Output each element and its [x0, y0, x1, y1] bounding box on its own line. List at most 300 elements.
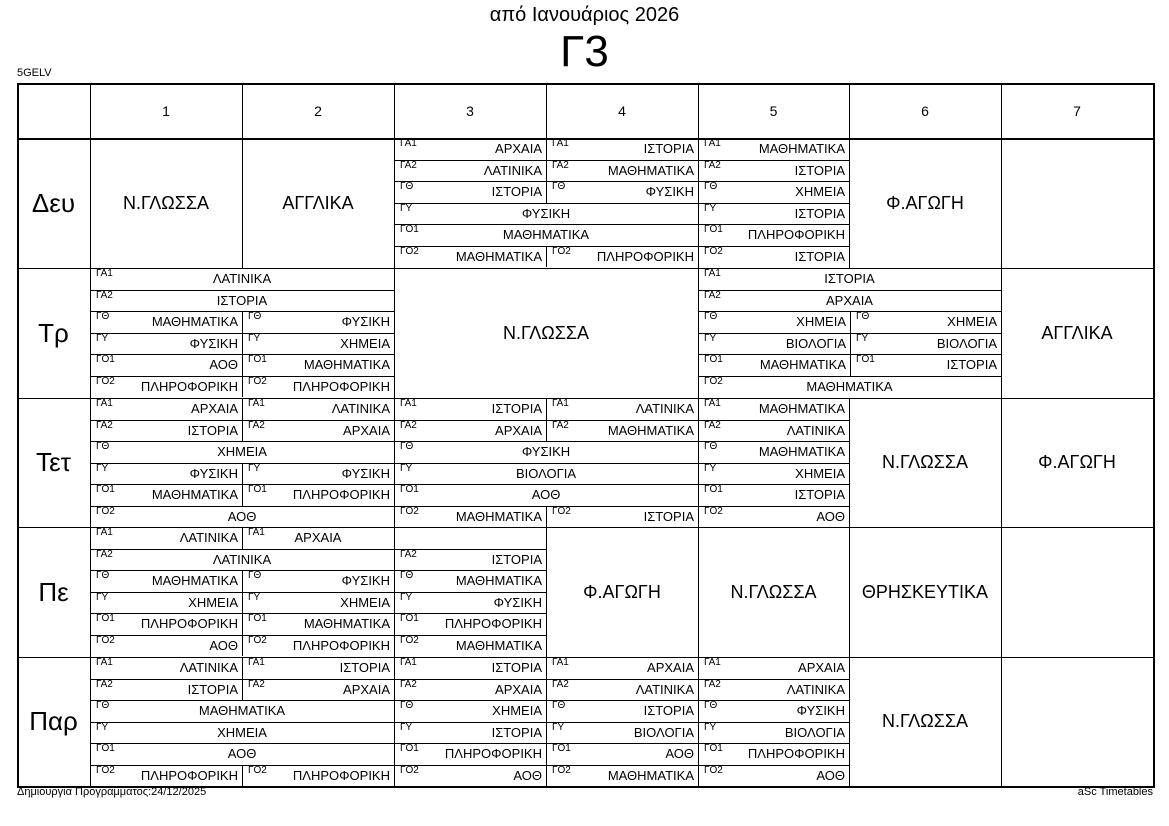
group-slot — [698, 722, 849, 743]
group-slot — [546, 506, 698, 527]
group-code: ΓΟ2 — [96, 506, 115, 517]
grid-line — [1153, 268, 1154, 398]
group-slot — [850, 311, 1001, 333]
group-code: ΓΟ1 — [400, 613, 419, 624]
group-code: ΓΟ1 — [400, 484, 419, 495]
subject-name: ΙΣΤΟΡΙΑ — [643, 703, 694, 718]
subject-name: ΑΟΘ — [816, 509, 845, 524]
group-code: ΓΟ1 — [248, 613, 267, 624]
subject-name: ΑΡΧΑΙΑ — [294, 530, 342, 545]
group-slot — [242, 484, 394, 506]
group-slot — [90, 570, 242, 592]
subject-name: ΧΗΜΕΙΑ — [188, 595, 238, 610]
subject-name: ΠΛΗΡΟΦΟΡΙΚΗ — [292, 638, 390, 653]
group-slot — [850, 333, 1001, 354]
day-label: Παρ — [29, 706, 78, 736]
group-code: ΓΑ2 — [704, 679, 721, 690]
subject-name: ΙΣΤΟΡΙΑ — [794, 487, 845, 502]
subject-name: ΜΑΘΗΜΑΤΙΚΑ — [303, 357, 390, 372]
group-code: ΓΑ2 — [400, 679, 417, 690]
subject-name: ΠΛΗΡΟΦΟΡΙΚΗ — [596, 249, 694, 264]
subject-name: ΛΑΤΙΝΙΚΑ — [179, 660, 238, 675]
group-code: ΓΟ1 — [704, 354, 723, 365]
group-code: ΓΑ1 — [704, 268, 721, 279]
group-code: ΓΥ — [248, 333, 261, 344]
group-code: ΓΟ2 — [248, 765, 267, 776]
grid-line — [1153, 657, 1154, 786]
grid-line — [1153, 527, 1154, 657]
group-slot — [546, 246, 698, 267]
subject-name: ΙΣΤΟΡΙΑ — [491, 184, 542, 199]
group-code: ΓΘ — [552, 181, 566, 192]
group-slot — [394, 679, 546, 700]
group-code: ΓΟ2 — [400, 246, 419, 257]
subject-name: ΠΛΗΡΟΦΟΡΙΚΗ — [747, 746, 845, 761]
subject-name: ΑΡΧΑΙΑ — [826, 293, 873, 308]
group-slot — [394, 700, 546, 722]
group-slot — [242, 333, 394, 354]
group-slot — [90, 484, 242, 506]
group-code: ΓΘ — [96, 570, 110, 581]
subject-name: ΑΟΘ — [227, 746, 257, 761]
group-slot — [394, 398, 546, 420]
subject-name: ΑΡΧΑΙΑ — [647, 660, 694, 675]
period-header-2: 2 — [314, 102, 322, 119]
subject-name: ΧΗΜΕΙΑ — [795, 184, 845, 199]
subject-name: ΜΑΘΗΜΑΤΙΚΑ — [758, 444, 845, 459]
group-code: ΓΥ — [400, 463, 413, 474]
group-code: ΓΥ — [552, 722, 565, 733]
group-code: ΓΑ2 — [400, 160, 417, 171]
group-slot — [394, 224, 698, 246]
subject-name: ΠΛΗΡΟΦΟΡΙΚΗ — [140, 616, 238, 631]
subject-name: ΜΑΘΗΜΑΤΙΚΑ — [455, 638, 542, 653]
group-code: ΓΟ1 — [856, 354, 875, 365]
group-slot — [394, 549, 546, 570]
subject-name: ΑΟΘ — [531, 487, 561, 502]
group-code: ΓΑ2 — [704, 290, 721, 301]
group-slot — [394, 420, 546, 441]
subject-name: ΦΥΣΙΚΗ — [189, 336, 238, 351]
subject-name: ΜΑΘΗΜΑΤΙΚΑ — [607, 768, 694, 783]
group-slot — [698, 290, 1001, 311]
period-header-4: 4 — [618, 102, 626, 119]
subject-name: ΛΑΤΙΝΙΚΑ — [483, 163, 542, 178]
group-slot — [90, 506, 394, 527]
group-slot — [394, 441, 698, 463]
group-code: ΓΟ1 — [96, 354, 115, 365]
group-slot — [698, 376, 1001, 397]
group-slot — [90, 743, 394, 765]
group-code: ΓΘ — [400, 441, 414, 452]
group-slot — [546, 722, 698, 743]
group-code: ΓΑ2 — [400, 549, 417, 560]
lesson-cell — [1001, 138, 1153, 268]
group-code: ΓΘ — [704, 441, 718, 452]
group-code: ΓΘ — [96, 311, 110, 322]
subject-name: ΑΡΧΑΙΑ — [798, 660, 845, 675]
group-code: ΓΟ1 — [96, 743, 115, 754]
group-slot — [698, 657, 849, 679]
subject-name: ΑΡΧΑΙΑ — [495, 682, 542, 697]
subject-name: ΛΑΤΙΝΙΚΑ — [635, 682, 694, 697]
group-code: ΓΟ2 — [552, 246, 571, 257]
group-slot — [394, 181, 546, 203]
group-slot — [242, 679, 394, 700]
page-title: Γ3 — [560, 27, 609, 76]
group-slot — [698, 463, 849, 484]
group-code: ΓΟ2 — [248, 635, 267, 646]
group-slot — [698, 224, 849, 246]
subject-name: ΑΟΘ — [227, 509, 257, 524]
subject-name: ΒΙΟΛΟΓΙΑ — [633, 725, 694, 740]
group-slot — [90, 463, 242, 484]
group-slot — [394, 765, 546, 786]
group-slot — [394, 203, 698, 224]
group-slot — [242, 420, 394, 441]
group-code: ΓΑ2 — [96, 290, 113, 301]
group-code: ΓΥ — [248, 463, 261, 474]
subject-name: ΒΙΟΛΟΓΙΑ — [784, 725, 845, 740]
group-slot — [698, 181, 849, 203]
subject-name: ΦΥΣΙΚΗ — [645, 184, 694, 199]
group-code: ΓΑ1 — [400, 398, 417, 409]
group-slot — [90, 290, 394, 311]
group-code: ΓΥ — [96, 592, 109, 603]
subject-name: ΜΑΘΗΜΑΤΙΚΑ — [303, 616, 390, 631]
subject-name: ΦΥΣΙΚΗ — [341, 466, 390, 481]
group-slot — [394, 613, 546, 635]
group-slot — [394, 484, 698, 506]
group-slot — [546, 398, 698, 420]
subject-name: ΙΣΤΟΡΙΑ — [794, 249, 845, 264]
subject-name: ΙΣΤΟΡΙΑ — [339, 660, 390, 675]
lesson-cell: Ν.ΓΛΩΣΣΑ — [730, 581, 817, 602]
lesson-cell: Φ.ΑΓΩΓΗ — [886, 192, 964, 213]
group-slot — [242, 613, 394, 635]
group-code: ΓΟ2 — [400, 635, 419, 646]
group-code: ΓΑ2 — [400, 420, 417, 431]
group-slot — [546, 657, 698, 679]
group-code: ΓΘ — [552, 700, 566, 711]
group-slot — [90, 376, 242, 397]
group-slot — [698, 506, 849, 527]
subject-name: ΒΙΟΛΟΓΙΑ — [515, 466, 577, 481]
subject-name: ΙΣΤΟΡΙΑ — [491, 552, 542, 567]
subject-name: ΧΗΜΕΙΑ — [795, 466, 845, 481]
group-slot — [546, 160, 698, 181]
school-code: 5GELV — [17, 67, 52, 79]
footer-created-date: Δημιουργία Προγράμματος:24/12/2025 — [17, 786, 207, 798]
group-code: ΓΘ — [704, 311, 718, 322]
lesson-cell: Ν.ΓΛΩΣΣΑ — [881, 711, 968, 731]
group-code: ΓΘ — [248, 311, 262, 322]
group-slot — [698, 743, 849, 765]
subject-name: ΑΟΘ — [816, 768, 845, 783]
group-code: ΓΑ2 — [552, 160, 569, 171]
group-code: ΓΟ1 — [248, 354, 267, 365]
group-code: ΓΟ1 — [704, 484, 723, 495]
group-code: ΓΑ1 — [552, 657, 569, 668]
subject-name: ΙΣΤΟΡΙΑ — [794, 163, 845, 178]
period-header-1: 1 — [162, 102, 170, 119]
group-code: ΓΘ — [400, 700, 414, 711]
group-slot — [90, 657, 242, 679]
subject-name: ΛΑΤΙΝΙΚΑ — [179, 530, 238, 545]
group-slot — [242, 765, 394, 786]
group-code: ΓΑ2 — [704, 160, 721, 171]
group-code: ΓΟ2 — [400, 765, 419, 776]
group-code: ΓΟ2 — [704, 765, 723, 776]
subject-name: ΠΛΗΡΟΦΟΡΙΚΗ — [292, 487, 390, 502]
subtitle: από Ιανουάριος 2026 — [489, 4, 680, 26]
group-slot — [394, 246, 546, 267]
subject-name: ΑΡΧΑΙΑ — [343, 682, 390, 697]
subject-name: ΑΡΧΑΙΑ — [191, 401, 238, 416]
group-slot — [394, 160, 546, 181]
group-code: ΓΟ1 — [248, 484, 267, 495]
lesson-cell: Ν.ΓΛΩΣΣΑ — [881, 452, 968, 472]
group-code: ΓΑ1 — [704, 138, 721, 149]
subject-name: ΠΛΗΡΟΦΟΡΙΚΗ — [292, 379, 390, 394]
group-slot — [546, 765, 698, 786]
subject-name: ΙΣΤΟΡΙΑ — [216, 293, 268, 308]
subject-name: ΙΣΤΟΡΙΑ — [946, 357, 997, 372]
group-slot — [90, 635, 242, 656]
subject-name: ΛΑΤΙΝΙΚΑ — [331, 401, 390, 416]
subject-name: ΜΑΘΗΜΑΤΙΚΑ — [455, 509, 542, 524]
grid-line — [1153, 398, 1154, 527]
group-code: ΓΑ1 — [96, 268, 113, 279]
group-slot — [242, 398, 394, 420]
group-code: ΓΑ1 — [400, 657, 417, 668]
subject-name: ΙΣΤΟΡΙΑ — [491, 660, 542, 675]
subject-name: ΜΑΘΗΜΑΤΙΚΑ — [151, 314, 238, 329]
subject-name: ΛΑΤΙΝΙΚΑ — [786, 423, 845, 438]
group-slot — [546, 743, 698, 765]
group-code: ΓΟ1 — [704, 743, 723, 754]
group-code: ΓΥ — [248, 592, 261, 603]
subject-name: ΜΑΘΗΜΑΤΙΚΑ — [502, 227, 590, 242]
group-slot — [698, 484, 849, 506]
subject-name: ΧΗΜΕΙΑ — [340, 595, 390, 610]
lesson-cell: Φ.ΑΓΩΓΗ — [1038, 452, 1116, 472]
group-slot — [90, 268, 394, 290]
lesson-cell: ΑΓΓΛΙΚΑ — [282, 192, 354, 213]
subject-name: ΑΡΧΑΙΑ — [495, 141, 542, 156]
subject-name: ΦΥΣΙΚΗ — [189, 466, 238, 481]
group-slot — [242, 311, 394, 333]
group-code: ΓΑ1 — [704, 657, 721, 668]
group-code: ΓΑ1 — [552, 138, 569, 149]
subject-name: ΧΗΜΕΙΑ — [492, 703, 542, 718]
group-slot — [90, 700, 394, 722]
subject-name: ΙΣΤΟΡΙΑ — [643, 509, 694, 524]
lesson-cell: Ν.ΓΛΩΣΣΑ — [502, 322, 589, 343]
group-code: ΓΟ1 — [96, 613, 115, 624]
subject-name: ΙΣΤΟΡΙΑ — [187, 682, 238, 697]
group-slot — [698, 138, 849, 160]
day-label: Πε — [38, 576, 69, 607]
subject-name: ΙΣΤΟΡΙΑ — [643, 141, 694, 156]
group-slot — [90, 679, 242, 700]
subject-name: ΠΛΗΡΟΦΟΡΙΚΗ — [140, 379, 238, 394]
group-slot — [394, 592, 546, 613]
group-code: ΓΑ2 — [552, 679, 569, 690]
group-code: ΓΑ2 — [96, 549, 113, 560]
subject-name: ΠΛΗΡΟΦΟΡΙΚΗ — [444, 746, 542, 761]
group-code: ΓΘ — [704, 181, 718, 192]
day-label: Τετ — [36, 447, 71, 477]
footer-brand: aSc Timetables — [1077, 786, 1153, 798]
group-code: ΓΥ — [704, 203, 717, 214]
group-slot — [394, 506, 546, 527]
group-code: ΓΟ1 — [400, 224, 419, 235]
lesson-cell — [1001, 657, 1153, 786]
subject-name: ΠΛΗΡΟΦΟΡΙΚΗ — [140, 768, 238, 783]
group-slot — [90, 527, 242, 549]
subject-name: ΒΙΟΛΟΓΙΑ — [785, 336, 846, 351]
subject-name: ΜΑΘΗΜΑΤΙΚΑ — [758, 401, 845, 416]
group-code: ΓΥ — [400, 592, 413, 603]
subject-name: ΛΑΤΙΝΙΚΑ — [635, 401, 694, 416]
group-slot — [698, 700, 849, 722]
group-code: ΓΟ2 — [704, 506, 723, 517]
subject-name: ΜΑΘΗΜΑΤΙΚΑ — [607, 423, 694, 438]
group-code: ΓΟ1 — [552, 743, 571, 754]
group-slot — [242, 570, 394, 592]
group-slot — [242, 527, 394, 549]
group-code: ΓΥ — [400, 203, 413, 214]
subject-name: ΦΥΣΙΚΗ — [341, 314, 390, 329]
group-slot — [394, 722, 546, 743]
subject-name: ΜΑΘΗΜΑΤΙΚΑ — [151, 487, 238, 502]
group-code: ΓΑ2 — [248, 420, 265, 431]
group-code: ΓΥ — [704, 463, 717, 474]
period-header-7: 7 — [1073, 102, 1081, 119]
group-code: ΓΥ — [704, 722, 717, 733]
group-slot — [546, 679, 698, 700]
subject-name: ΠΛΗΡΟΦΟΡΙΚΗ — [747, 227, 845, 242]
group-slot — [698, 398, 849, 420]
subject-name: ΜΑΘΗΜΑΤΙΚΑ — [758, 141, 845, 156]
group-slot — [698, 203, 849, 224]
subject-name: ΜΑΘΗΜΑΤΙΚΑ — [198, 703, 286, 718]
subject-name: ΙΣΤΟΡΙΑ — [491, 401, 542, 416]
group-slot — [698, 268, 1001, 290]
group-code: ΓΟ2 — [704, 376, 723, 387]
group-slot — [242, 354, 394, 376]
group-code: ΓΟ2 — [96, 376, 115, 387]
subject-name: ΦΥΣΙΚΗ — [796, 703, 845, 718]
group-slot — [698, 246, 849, 267]
subject-name: ΛΑΤΙΝΙΚΑ — [786, 682, 845, 697]
group-slot — [394, 138, 546, 160]
subject-name: ΙΣΤΟΡΙΑ — [794, 206, 845, 221]
group-code: ΓΑ1 — [96, 527, 113, 538]
group-code: ΓΘ — [856, 311, 870, 322]
lesson-cell: Φ.ΑΓΩΓΗ — [583, 581, 661, 602]
subject-name: ΦΥΣΙΚΗ — [341, 573, 390, 588]
group-code: ΓΟ2 — [248, 376, 267, 387]
group-code: ΓΑ1 — [96, 398, 113, 409]
group-slot — [698, 441, 849, 463]
subject-name: ΜΑΘΗΜΑΤΙΚΑ — [759, 357, 846, 372]
subject-name: ΑΟΘ — [209, 357, 238, 372]
group-code: ΓΘ — [96, 441, 110, 452]
group-slot — [546, 420, 698, 441]
group-code: ΓΑ1 — [552, 398, 569, 409]
group-code: ΓΑ2 — [248, 679, 265, 690]
subject-name: ΑΡΧΑΙΑ — [495, 423, 542, 438]
group-code: ΓΘ — [96, 700, 110, 711]
subject-name: ΙΣΤΟΡΙΑ — [824, 271, 875, 286]
group-code: ΓΥ — [96, 722, 109, 733]
group-slot — [394, 570, 546, 592]
group-slot — [90, 722, 394, 743]
group-slot — [394, 635, 546, 656]
subject-name: ΦΥΣΙΚΗ — [521, 206, 571, 221]
group-slot — [546, 700, 698, 722]
group-slot — [698, 160, 849, 181]
group-code: ΓΑ1 — [96, 657, 113, 668]
subject-name: ΛΑΤΙΝΙΚΑ — [212, 552, 272, 567]
group-code: ΓΟ2 — [96, 765, 115, 776]
group-slot — [90, 765, 242, 786]
group-slot — [394, 527, 546, 549]
subject-name: ΜΑΘΗΜΑΤΙΚΑ — [151, 573, 238, 588]
group-slot — [90, 398, 242, 420]
grid-line — [1153, 138, 1154, 268]
group-code: ΓΥ — [856, 333, 869, 344]
subject-name: ΛΑΤΙΝΙΚΑ — [212, 271, 272, 286]
group-code: ΓΑ1 — [248, 527, 265, 538]
subject-name: ΜΑΘΗΜΑΤΙΚΑ — [607, 163, 694, 178]
group-slot — [698, 311, 850, 333]
group-code: ΓΑ1 — [704, 398, 721, 409]
group-slot — [242, 376, 394, 397]
subject-name: ΦΥΣΙΚΗ — [493, 595, 542, 610]
group-code: ΓΘ — [400, 570, 414, 581]
group-code: ΓΟ1 — [400, 743, 419, 754]
group-code: ΓΑ2 — [552, 420, 569, 431]
subject-name: ΜΑΘΗΜΑΤΙΚΑ — [455, 573, 542, 588]
period-header-5: 5 — [769, 102, 778, 119]
group-slot — [242, 657, 394, 679]
subject-name: ΧΗΜΕΙΑ — [796, 314, 846, 329]
group-code: ΓΘ — [704, 700, 718, 711]
subject-name: ΦΥΣΙΚΗ — [521, 444, 571, 459]
group-code: ΓΑ1 — [248, 657, 265, 668]
group-slot — [698, 679, 849, 700]
group-slot — [394, 463, 698, 484]
group-slot — [90, 311, 242, 333]
group-slot — [242, 463, 394, 484]
group-slot — [90, 441, 394, 463]
subject-name: ΙΣΤΟΡΙΑ — [491, 725, 542, 740]
group-code: ΓΟ1 — [96, 484, 115, 495]
day-label: Δευ — [31, 187, 76, 218]
group-code: ΓΑ2 — [96, 679, 113, 690]
lesson-cell: ΘΡΗΣΚΕΥΤΙΚΑ — [861, 581, 989, 602]
day-label: Τρ — [38, 317, 69, 348]
group-code: ΓΟ2 — [552, 506, 571, 517]
group-slot — [850, 354, 1001, 376]
lesson-cell: ΑΓΓΛΙΚΑ — [1041, 322, 1113, 343]
group-slot — [242, 635, 394, 656]
group-slot — [242, 592, 394, 613]
group-code: ΓΟ2 — [96, 635, 115, 646]
